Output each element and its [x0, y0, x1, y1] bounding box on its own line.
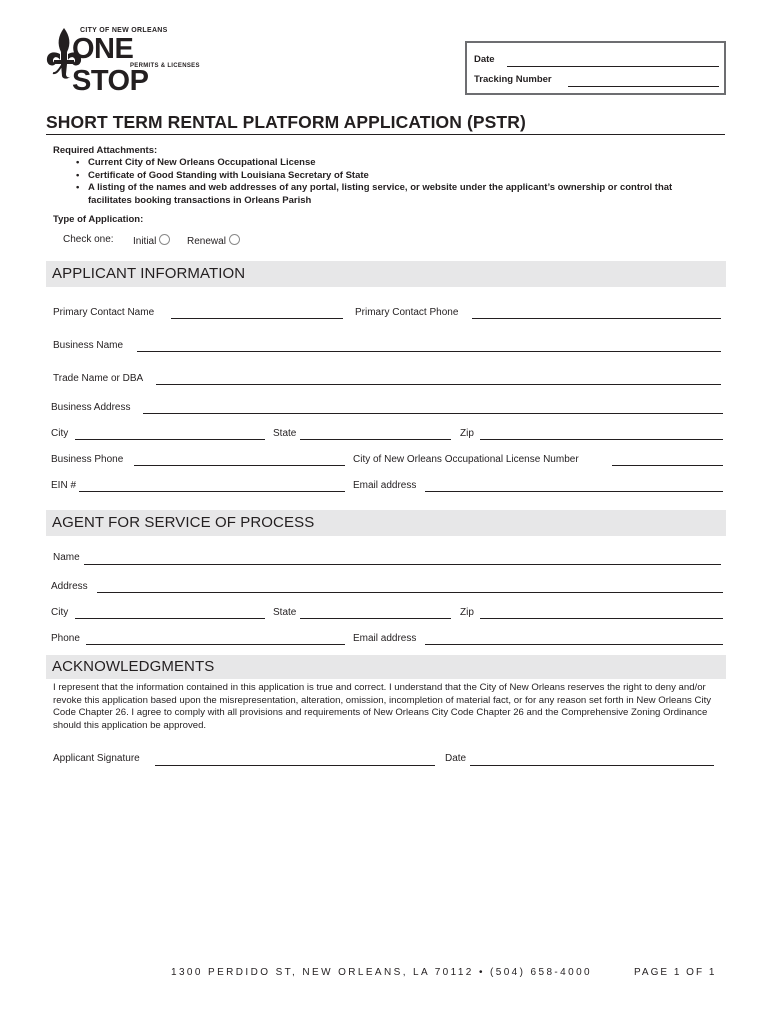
- list-item: • Current City of New Orleans Occupational License: [76, 157, 696, 170]
- primary-contact-name-field[interactable]: [171, 318, 343, 319]
- agent-email-field[interactable]: [425, 644, 723, 645]
- date-label: Date: [474, 54, 495, 65]
- title-rule: [46, 134, 725, 135]
- primary-contact-phone-label: Primary Contact Phone: [355, 307, 459, 318]
- email-label: Email address: [353, 480, 417, 491]
- business-phone-label: Business Phone: [51, 454, 124, 465]
- acknowledgments-text: I represent that the information contained in this application is true and correct. I understand that the City of New Orleans reserves the right to deny and/or revoke this application based upon the misrepresentation, alteration, omission, incompletion of material fact, or for any reason set forth in New Orleans City Code Chapter 26. I agree to comply with all provisions and requirements of New Orleans City Code Chapter 26 and the Comprehensive Zoning Ordinance should this application be approved.: [53, 682, 712, 731]
- city-field[interactable]: [75, 439, 265, 440]
- primary-contact-name-label: Primary Contact Name: [53, 307, 155, 318]
- list-item: • Certificate of Good Standing with Louisiana Secretary of State: [76, 170, 696, 183]
- business-address-label: Business Address: [51, 402, 131, 413]
- business-address-field[interactable]: [143, 413, 723, 414]
- page-number: PAGE 1 OF 1: [634, 967, 717, 978]
- logo: [44, 26, 216, 97]
- renewal-label: Renewal: [187, 236, 226, 247]
- office-date-field[interactable]: [507, 66, 719, 67]
- applicant-signature-field[interactable]: [155, 765, 435, 766]
- agent-address-field[interactable]: [97, 592, 723, 593]
- applicant-section-title: APPLICANT INFORMATION: [52, 265, 246, 282]
- agent-address-label: Address: [51, 581, 88, 592]
- business-phone-field[interactable]: [134, 465, 345, 466]
- agent-section-title: AGENT FOR SERVICE OF PROCESS: [52, 514, 315, 531]
- trade-name-field[interactable]: [156, 384, 721, 385]
- list-item: • A listing of the names and web addresses of any portal, listing service, or website under the applicant’s ownership or control that facilitates booking transactions in Orleans Parish: [76, 182, 696, 207]
- ein-label: EIN #: [51, 480, 77, 491]
- acknowledgments-section-title: ACKNOWLEDGMENTS: [52, 658, 215, 675]
- renewal-radio[interactable]: [229, 234, 240, 245]
- zip-field[interactable]: [480, 439, 723, 440]
- state-field[interactable]: [300, 439, 451, 440]
- logo-city-text: CITY OF NEW ORLEANS: [80, 27, 168, 34]
- tracking-number-label: Tracking Number: [474, 74, 552, 85]
- agent-phone-field[interactable]: [86, 644, 345, 645]
- initial-radio[interactable]: [159, 234, 170, 245]
- attachments-list: [76, 157, 696, 207]
- logo-sub-text: PERMITS & LICENSES: [130, 63, 200, 69]
- initial-label: Initial: [133, 236, 157, 247]
- occupational-license-field[interactable]: [612, 465, 723, 466]
- office-use-box: [465, 41, 726, 95]
- check-one-label: Check one:: [63, 234, 114, 245]
- agent-zip-field[interactable]: [480, 618, 723, 619]
- agent-name-label: Name: [53, 552, 80, 563]
- attachments-heading: Required Attachments:: [53, 145, 158, 156]
- signature-date-label: Date: [445, 753, 467, 764]
- tracking-number-field[interactable]: [568, 86, 719, 87]
- email-field[interactable]: [425, 491, 723, 492]
- applicant-section-header: [46, 261, 726, 287]
- agent-section-header: [46, 510, 726, 536]
- trade-name-label: Trade Name or DBA: [53, 373, 144, 384]
- renewal-option[interactable]: [187, 234, 240, 247]
- footer-address: 1300 PERDIDO ST, NEW ORLEANS, LA 70112 • (504) 658-4000: [171, 967, 593, 978]
- agent-zip-label: Zip: [460, 607, 474, 618]
- city-label: City: [51, 428, 69, 439]
- zip-label: Zip: [460, 428, 474, 439]
- initial-option[interactable]: [133, 234, 170, 247]
- agent-city-label: City: [51, 607, 69, 618]
- agent-state-label: State: [273, 607, 297, 618]
- state-label: State: [273, 428, 297, 439]
- agent-city-field[interactable]: [75, 618, 265, 619]
- acknowledgments-section-header: [46, 655, 726, 679]
- business-name-field[interactable]: [137, 351, 721, 352]
- page-title: SHORT TERM RENTAL PLATFORM APPLICATION (PSTR): [46, 112, 526, 132]
- occupational-license-label: City of New Orleans Occupational License Number: [353, 454, 579, 465]
- agent-phone-label: Phone: [51, 633, 80, 644]
- ein-field[interactable]: [79, 491, 345, 492]
- agent-name-field[interactable]: [84, 564, 721, 565]
- agent-email-label: Email address: [353, 633, 417, 644]
- applicant-signature-label: Applicant Signature: [53, 753, 140, 764]
- application-type-heading: Type of Application:: [53, 214, 144, 225]
- agent-state-field[interactable]: [300, 618, 451, 619]
- business-name-label: Business Name: [53, 340, 124, 351]
- primary-contact-phone-field[interactable]: [472, 318, 721, 319]
- logo-brand-text: ONE STOP: [72, 33, 149, 97]
- signature-date-field[interactable]: [470, 765, 714, 766]
